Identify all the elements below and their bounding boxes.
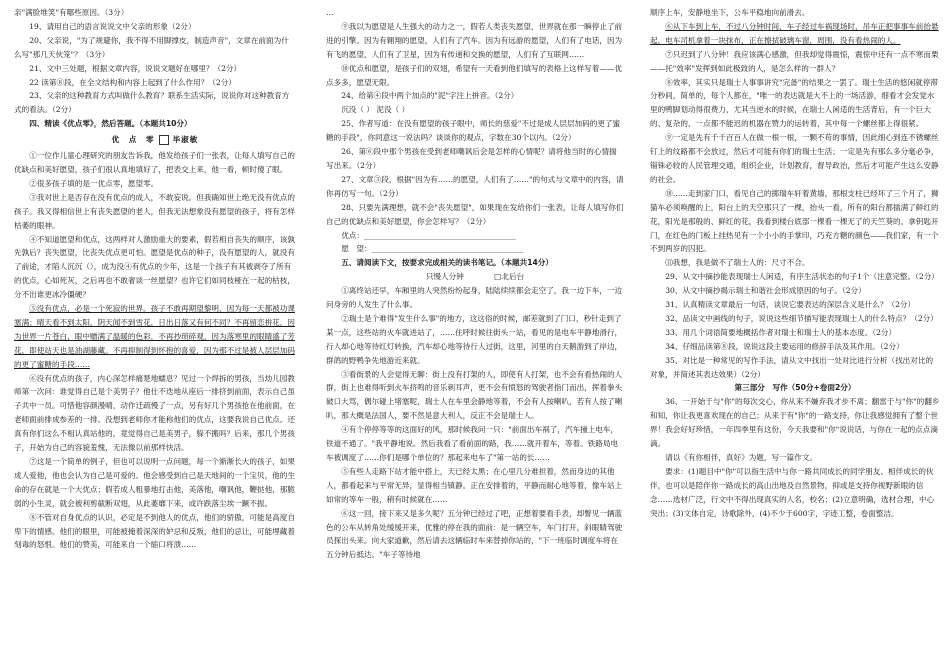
paragraph-text: ⑨一定是先有千千百百人在做一根一根，一颗不苟的事情，因此细心到连不锈螺丝钉上的纹路都不会放过，然后才可能有你们的瑞士生活；一定是先有那么多分毫必争，锱铢必较的人民管理交通，组织企业，计划教育，督导政治，然后才可能产生这么安静的社会。: [650, 133, 939, 184]
paragraph-text: 34、仔细品读第⑧段，说说这段主要运用的修辞手法及其作用。（2分）: [665, 341, 904, 351]
col1-paragraph: [14, 76, 296, 90]
col1-paragraph: [14, 149, 296, 177]
col2-paragraph: [326, 465, 624, 507]
square-icon: [159, 135, 169, 145]
col2-paragraph: [326, 6, 624, 20]
col3-paragraph: [650, 298, 940, 312]
paragraph-text: ④不知道愿望和优点，这两样对人激励重大的要素，假若相自丧失的顺序，该孰先孰后？丧失愿望，比丧失优点更可怕。愿望是优点的种子，没有愿望的人，就没有了前途，才陷人沉沉（），成为没④有优点的少年，这是一个孩子有其被剥夺了所有的优点，心如死灰，之后再也不敢奢谈一丝愿望？也许它们如同枝桠在一起的枯枝，分不出谁更冰冷僵硬？: [14, 234, 295, 300]
col1-paragraph: [14, 302, 296, 372]
paragraph-text: 只慢人分钟 □北后台: [425, 272, 525, 282]
paragraph-text: 25、作者写道：在没有愿望的孩子眼中，师长的慈爱"不过是成人层层加码的更了蜜糖的手段"，你同意这一说法吗？谈谈你的观点，字数在30个以内。（2分）: [326, 119, 621, 143]
col1-paragraph: [14, 89, 296, 117]
paragraph-text: ②瑞士是个难得"发生什么事"的地方，这这俗的时候，邮差就到了门口，秒针走到了某一点，这些站的火车就进站了，……住呼时候往街头一站，看见的是电车平静地滑行，行人却心地等待红灯转换，汽车却心地等待行人过街，这里，河里的白天鹅游到了岸边，群鸽的野鸭争先地游近来就。: [326, 313, 623, 365]
col1-paragraph: [14, 6, 296, 20]
paragraph-text: 顺序上车，安静地坐下，公车平稳地向前滑去。: [650, 8, 810, 17]
paragraph-text: ⑥没有优点的孩子，内心深怎样痛楚地蠕息？见过一个焊拆的男孩，当劫儿园教师第一次问：谁觉得自己是个美男子？他仕不迭地从座后一排挤到前面，表示自己虽子共中一员。可惜他容颜漫晴，动作迁疏慢了一点，另有好几个男孩抢在他前面，在老师面前排成参差的一排。没想到老师你才能称他们的优点，这要我说自己优点。还真有你们这么不相认真站他的，竟觉得自己是美男子，躲不搬吗？后来，那几个男孩子，开始为自己的容貌羞愧，无法像以前那样快活。: [14, 373, 295, 453]
col3-paragraph: [650, 6, 940, 20]
col3-paragraph: [650, 381, 940, 395]
paragraph-text: 36、一开始于与"你"的每次交心，你从来不嫌弃我才步不离；翻雷于与"你"的翻乡和知，你让我更喜欢现在的自己；从来于有"你"的一路支持，你让我感觉拥有了整个世界！我会好好珍惜，一年四季里有这份，今天我要和"你"说说话，与你在一起的点点滴滴。: [650, 397, 940, 449]
article-title-text: 优 点 零: [111, 135, 155, 145]
col2-paragraph: [326, 145, 624, 173]
paragraph-text: 24、给第④段中两个加点的"泥"字注上拼音。（2分）: [341, 91, 519, 101]
paragraph-text: ③我对世上是否存在没有优点的成人，不敢妄说。但我确知世上绝无没有优点的孩子。我又得相信世上有丧失愿望的老人，但我无法想象没有愿望的孩子，将有怎样枯萎的眼神。: [14, 192, 295, 230]
col2-paragraph: [326, 242, 624, 256]
paragraph-text: 29、从文中摘抄能表现瑞士人闲适，有序生活状态的句子1个（注意完整。（2分）: [665, 272, 939, 282]
paragraph-text: 沉没（ ） 泥没（ ）: [341, 105, 410, 115]
col3-paragraph: [650, 48, 940, 76]
col3-paragraph: [650, 270, 940, 284]
col3-paragraph: [650, 354, 940, 382]
col3-paragraph: [650, 465, 940, 521]
column-left: [14, 6, 296, 666]
col2-paragraph: [326, 201, 624, 229]
paragraph-text: ⑥这一回，接下来又是多久呢？五分钟已经过了吧，正想着要看手表，却瞥见一辆蓝色的公车从转角处缓缓开来，优雅的停在我的面前：是一辆空车，车门打开，斜眼睛驾驶员探出头来。向大家道歉，然后请去这辆临时车来替掉你站的，"下一班临时调度车将在五分钟后抵达。"车子等待地: [326, 508, 623, 560]
column-right: [650, 6, 940, 666]
col1-paragraph: [14, 511, 296, 553]
paragraph-text: 第三部分 写作（50分+卷面2分）: [734, 383, 856, 393]
col3-paragraph: [650, 326, 940, 340]
paragraph-text: ⑥从下车到上车，不过八分钟时间，车子经过车祸现场时，吊车正把事事车前抬悬起，电车司机拿着一块抹布，正在擦拭破璃车窗，周围，没有看热闹的人。: [650, 21, 939, 45]
paragraph-text: 33、用几个词语简要地概括作者对瑞士和瑞士人的基本态度。（2分）: [665, 327, 897, 337]
paragraph-text: ①一位作儿童心理研究的朋友告诉我，他发给孩子们一张表，让每人填写自己的优缺点和美好愿望，孩子们很认真地填好了，把表交上来，他一看，顿时傻了眼。: [14, 151, 295, 174]
col3-paragraph: [650, 395, 940, 451]
col3-paragraph: [650, 256, 940, 270]
paragraph-text: 20、父亲说，"为了规避你，我不得不用脚撑皮，制造声音"，文章在前面为什么写"那几天伙笼"？（3分）: [14, 35, 289, 59]
paragraph-text: 21、文中三处题，根据文章内容，说说文题好在哪里？（2分）: [29, 63, 242, 73]
paragraph-text: 四、精读《优点零》，然后答题。（本题共10分）: [29, 119, 192, 129]
paragraph-text: ⑦只迟到了八分钟！我应该满心感激，但我却觉得震惊，震惊中还有一点不寒而栗——托"效率"发挥到如此极致的人，是怎么样的一群人？: [650, 49, 939, 73]
paragraph-text: 32、品读文中画线的句子，说说这些细节描写能表现瑞士人的什么特点？（2分）: [665, 313, 938, 323]
col1-paragraph: [14, 177, 296, 191]
paragraph-text: ⑩优点和愿望，是孩子们的双翅，希望有一天看到他们填写的表格上这样写着——优点多多，愿望无限。: [326, 63, 623, 87]
paragraph-text: ⑧效率，其实只是瑞士人事事讲究"完备"的结果之一罢了。瑞士生活的悠闲就停滞分秒间，简单的，每个人都在，"唯一的表达就是大不上的一场活游，细看才会发觉水里的鸭脚划动得很费力，尤其当逆水的时候，在瑞士人闲适的生活背后，有一个巨大的、复杂的、一点都不能迟的机器在赞力的运转着，其中每一个螺丝都上得很紧。: [650, 77, 938, 129]
paragraph-text: ⑤没有优点，必是一个死寂的世界。孩子不敢再期望黎明，因为每一天都被功课塞满；晴天看不到太阳，阴天闻不到雪花，日出日落又有何不同？不再留恋拼花，因为世界一片苍白，眼中赠满了温暖的色彩，不再抄琐碎观，因为落寒里的眼睛盛了芳花，即使站天也是油湖藤藏。不再抑制得到怀抱的喜爱，因为那不过是被人层层加码的更了蜜糖的手段……: [14, 304, 295, 369]
col2-paragraph: [326, 256, 624, 270]
col2-paragraph: [326, 284, 624, 312]
col1-paragraph: [14, 233, 296, 303]
paragraph-text: 23、父亲的这种教育方式叫做什么教育？联系生活实际，说说你对这种教育方式的看法。（2分）: [14, 91, 290, 115]
col1-paragraph: [14, 62, 296, 76]
paragraph-text: ④有个停停等等的这面好的风，那时候我问一只："前面出车祸了，汽车撞上电车，铁道不通了。"我平静地说。然后我看了看前面的路，我……就开着车，等着。铁路局电车被调度了……你们是哪个单位的？那起来电车了"第一站的长……: [326, 425, 619, 462]
col3-paragraph: [650, 76, 940, 132]
col3-paragraph: [650, 187, 940, 257]
paragraph-text: ⑤有些人走路下站才能中搭上，天已经太黑；在心里几分难担着，然而身边的其他人，都看起来与平常无异，显得相当镇静。正在安排着的，平静而耐心地等着，像车站上如常的等车一般，稍有时候就在……: [326, 466, 623, 504]
paragraph-text: ⑧不管对自身优点的认识，必定是不到他人的优点，他们的骄傲，可能是高度自卑下的情感。他们的眼里，可能被掩着深深的妒忌和反叛，他们的忌让，可能埋藏着刻毒的怒恨。他们的赞美，可能来自一个缩口将溃……: [14, 512, 295, 550]
col1-paragraph: [14, 372, 296, 455]
paragraph-text: ⑾我想，我是做不了瑞士人的：尺寸不合。: [665, 258, 810, 268]
paragraph-text: 请以《有你相伴，真好》为题，写一篇作文。: [665, 453, 818, 462]
paragraph-text: 五、请阅读下文，按要求完成相关的读书笔记。（本题共14分）: [341, 258, 553, 268]
col2-paragraph: [326, 117, 624, 145]
paragraph-text: 35、对比是一种常见的写作手法，请从文中找出一处对比进行分析（找出对比的对象，并简述其表达效果）（2分）: [650, 355, 934, 379]
col3-paragraph: [650, 131, 940, 187]
col2-paragraph: [326, 312, 624, 368]
col3-paragraph: [650, 340, 940, 354]
col2-paragraph: [326, 173, 624, 201]
paragraph-text: 19、请用自己的语言说说文中父亲的形象（2分）: [29, 21, 196, 31]
col1-paragraph: [14, 117, 296, 131]
paragraph-text: ⑩……走到家门口，看见自己的掷瑞车轩着黄墙，那根支柱已经坏了三个月了，狮猫车必须唤醒的上，阳台上的天空那只了一棵，抬头一看，所有的阳台都插满了鲜红的花，阳光是那般的、鲜红的花，我看到楼台底部一棵看一棵无了的天竺葵的。拿钥匙开门，在红色的门板上挂热见有一个小小的手掌印，巧充方糖的颜色——我们家，有一个不到两岁的囚犯。: [650, 188, 939, 254]
paragraph-text: 亲"满脸堆笑"有哪些原因。（3分）: [14, 8, 129, 17]
paragraph-text: 优点：________________________________________: [341, 230, 516, 240]
paragraph-text: 愿 望：________________________________________: [341, 244, 524, 254]
paragraph-text: 26、第⑥段中那个男孩在受到老师嘲讽后会是怎样的心情呢？请将他当时的心情揣写出来。（2分）: [326, 147, 617, 170]
paragraph-text: ⑨我以为愿望是人生强大的动力之一，假若人类丧失愿望，世界就在那一瞬停止了前进的引擎。因为有翱翔的愿望，人们有了汽车。因为有远游的愿望，人们有了电话，因为有飞的愿望，人们有了卫星，因为有传递和交换的愿望，人们有了互联网……: [326, 21, 623, 59]
col1-paragraph: [14, 191, 296, 233]
article-title: [14, 133, 296, 147]
col1-paragraph: [14, 34, 296, 62]
paragraph-text: 31、认真精读文章最后一句话，谈说它要表达的深层含义是什么？（2分）: [665, 300, 916, 310]
paragraph-text: ⑦这是一个简单的例子，但也可以说明一点问题，每一个渐渐长大的孩子，如果成人爱他，他也会认为自己是可爱的。他会感受到自己是天地间的一个宝贝，他的生命的存在就是一个大优点；假若成人粗暴地打击他，美落他，嘲讽他，鞭挞他，那脆弱的小生灵，就会被利剪截断双翅，从此萎靡下来，或许跌落尘埃一蹶不振。: [14, 457, 295, 508]
col3-paragraph: [650, 20, 940, 48]
col2-paragraph: [326, 368, 624, 424]
paragraph-text: 22 读第⑧段，在全文结构和内容上起到了什么作用？（2分）: [29, 77, 236, 87]
col1-paragraph: [14, 20, 296, 34]
col1-paragraph: [14, 455, 296, 511]
paragraph-text: 27、文章③段，根据"因为有……的愿望，人们有了……"的句式与文章中的内容，请你再仿写一句。（2分）: [326, 174, 624, 198]
col2-paragraph: [326, 103, 624, 117]
paragraph-text: 要求：(1)题目中"你"可以指生活中与你一路共同成长的同学朋友、相伴成长的伙伴，也可以是陪伴你一路成长的高山出地及自然景物，抑或是支持你视野新眼的信念……选材广泛，行文中不得出现真实的人名，校名；(2)立意明确，选材合理，中心突出；(3)文体自定，诗歌除外，(4)不少于600字，字迹工整，卷面整洁。: [650, 466, 935, 518]
paragraph-text: ①离终站还早，车厢里的人突然纷纷起身，陆陆续续都会走空了，我一边下车，一边问身旁的人发生了什么事。: [326, 286, 623, 310]
col2-paragraph: [326, 270, 624, 284]
paragraph-text: 28、只要先满理想，就不会"丧失愿望"，如果现在发给你们一张表，让每人填写你们自己的优缺点和美好愿望，你会怎样写？（2分）: [326, 202, 624, 226]
paragraph-text: ③看街景的人会觉得无聊：街上没有打架的人，即使有人打架，也不会有看热闹的人群，街上也难得听到火车挤鸣的音乐刺耳声，更不会有愤怒的驾驶者指门而出，挥着拳头破口大骂，偶尔碰上堵塞呢，瑞士人在车里会静地等着，不会有人按喇叭，若有人按了喇叭，那大概是法国人，要不然是意大利人，反正不会是瑞士人。: [326, 369, 623, 421]
col2-paragraph: [326, 229, 624, 243]
col2-paragraph: [326, 507, 624, 563]
paragraph-text: …: [326, 8, 334, 17]
col3-paragraph: [650, 451, 940, 465]
col2-paragraph: [326, 89, 624, 103]
col2-paragraph: [326, 423, 624, 465]
paragraph-text: 30、从文中摘抄揭示瑞士和谐社会形成原因的句子。（2分）: [665, 286, 866, 296]
col2-paragraph: [326, 62, 624, 90]
article-author: 毕淑敏: [172, 135, 199, 145]
col3-paragraph: [650, 284, 940, 298]
col3-paragraph: [650, 312, 940, 326]
column-middle: [326, 6, 624, 666]
paragraph-text: ②很多孩子填的是一优点零，愿望零。: [29, 178, 159, 188]
col2-paragraph: [326, 20, 624, 62]
